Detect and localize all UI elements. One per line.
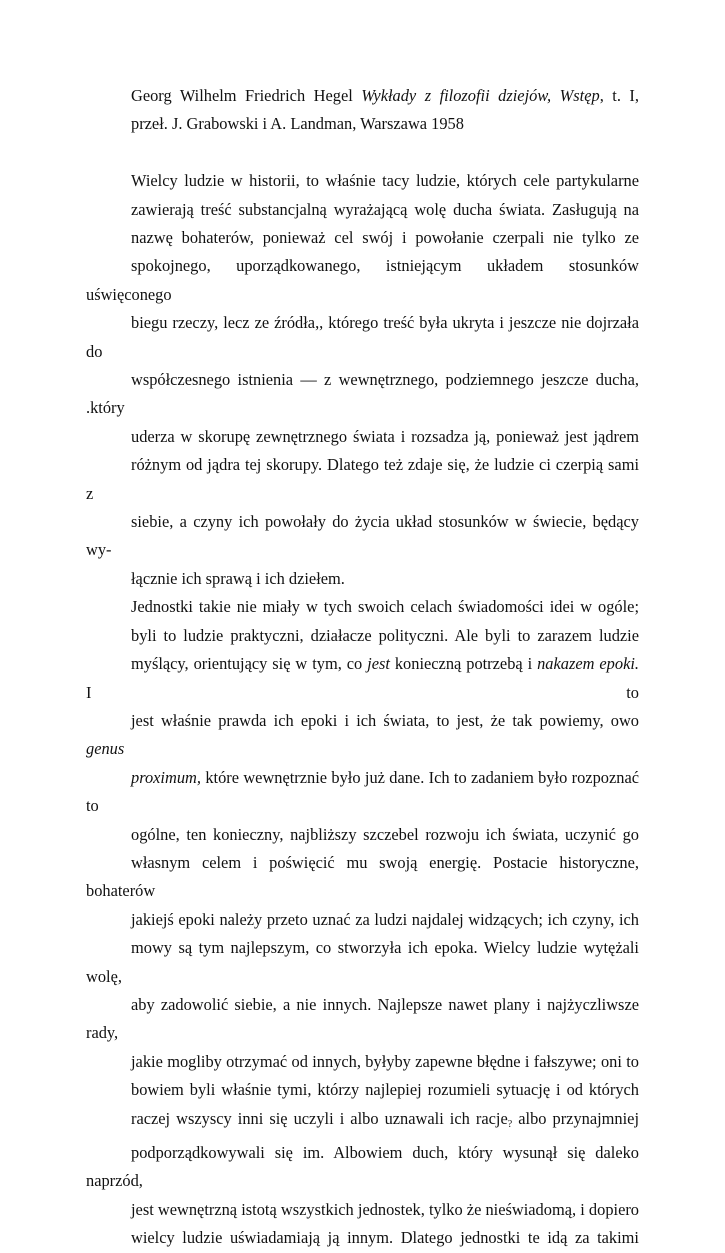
text-line: biegu rzeczy, lecz ze źródła,, którego treść była ukryta i jeszcze nie dojrzała do xyxy=(86,313,639,361)
text-segment: raczej wszyscy inni się uczyli i albo uznawali ich racje xyxy=(131,1108,508,1128)
text-line: mowy są tym najlepszym, co stworzyła ich epoka. Wielcy ludzie wytężali wolę, xyxy=(86,938,639,986)
subscript-mark: ? xyxy=(507,1118,513,1130)
text-line: bowiem byli właśnie tymi, którzy najlepiej rozumieli sytuację i od których xyxy=(131,1080,639,1100)
text-line: jakiejś epoki należy przeto uznać za ludzi najdalej widzących; ich czyny, ich xyxy=(131,909,639,929)
emphasis-genus: genus xyxy=(86,739,125,759)
text-segment: myślący, orientujący się w tym, co xyxy=(131,654,368,674)
bibliography-title: Wykłady z filozofii dziejów, Wstęp xyxy=(361,86,600,105)
text-segment: albo przynajmniej xyxy=(512,1108,640,1128)
text-line: aby zadowolić siebie, a nie innych. Najlepsze nawet plany i najżyczliwsze rady, xyxy=(86,994,639,1043)
text-line: podporządkowywali się im. Albowiem duch, który wysunął się daleko naprzód, xyxy=(86,1143,639,1191)
text-line: Wielcy ludzie w historii, to właśnie tacy ludzie, których cele partykularne xyxy=(131,171,639,191)
text-line xyxy=(86,650,639,707)
text-line: spokojnego, uporządkowanego, istniejącym układem stosunków uświęconego xyxy=(86,256,639,304)
text-segment: które wewnętrznie było już dane. Ich to zadaniem było rozpoznać to xyxy=(86,767,639,816)
text-line: wielcy ludzie uświadamiają ją innym. Dlatego jednostki te idą za takimi xyxy=(131,1228,639,1248)
bibliography-volume: , t. I, xyxy=(599,86,639,105)
text-line xyxy=(86,1105,639,1139)
text-line xyxy=(86,707,639,764)
text-line: siebie, a czyny ich powołały do życia układ stosunków w świecie, będący wy- xyxy=(86,512,639,560)
text-line: współczesnego istnienia — z wewnętrznego, podziemnego jeszcze ducha, .który xyxy=(86,370,639,418)
text-line: nazwę bohaterów, ponieważ cel swój i powołanie czerpali nie tylko ze xyxy=(131,228,639,248)
emphasis-proximum: proximum, xyxy=(131,767,201,787)
text-line: ogólne, ten konieczny, najbliższy szczebel rozwoju ich świata, uczynić go xyxy=(131,824,639,844)
text-segment: konieczną potrzebą i xyxy=(389,654,538,674)
text-line: jakie mogliby otrzymać od innych, byłyby zapewne błędne i fałszywe; oni to xyxy=(131,1051,639,1071)
text-line: byli to ludzie praktyczni, działacze polityczni. Ale byli to zarazem ludzie xyxy=(131,625,639,645)
text-segment: jest właśnie prawda ich epoki i ich świata, to jest, że tak powiemy, owo xyxy=(131,710,639,730)
paragraph-1 xyxy=(86,167,639,593)
text-line: Jednostki takie nie miały w tych swoich celach świadomości idei w ogóle; xyxy=(131,597,639,617)
bibliography-line: przeł. J. Grabowski i A. Landman, Warszawa 1958 xyxy=(131,114,464,134)
text-line: uderza w skorupę zewnętrznego świata i rozsadza ją, ponieważ jest jądrem xyxy=(131,426,639,446)
text-line xyxy=(86,764,639,821)
text-line: różnym od jądra tej skorupy. Dlatego też zdaje się, że ludzie ci czerpią sami z xyxy=(86,455,639,503)
paragraph-2 xyxy=(86,593,639,1252)
text-line: własnym celem i poświęcić mu swoją energię. Postacie historyczne, bohaterów xyxy=(86,852,639,901)
emphasis-jest: jest xyxy=(367,654,390,674)
bibliography-line xyxy=(86,82,639,110)
text-line: zawierają treść substancjalną wyrażającą wolę ducha świata. Zasługują na xyxy=(131,199,639,219)
bibliography-author: Georg Wilhelm Friedrich Hegel xyxy=(131,86,362,105)
document-page xyxy=(86,82,639,1253)
bibliographic-note xyxy=(86,82,639,139)
text-line: jest wewnętrzną istotą wszystkich jednostek, tylko że nieświadomą, i dopiero xyxy=(131,1199,639,1219)
text-segment: I to xyxy=(86,682,639,702)
text-line: łącznie ich sprawą i ich dziełem. xyxy=(131,568,345,588)
emphasis-nakazem-epoki: nakazem epoki. xyxy=(537,654,639,674)
